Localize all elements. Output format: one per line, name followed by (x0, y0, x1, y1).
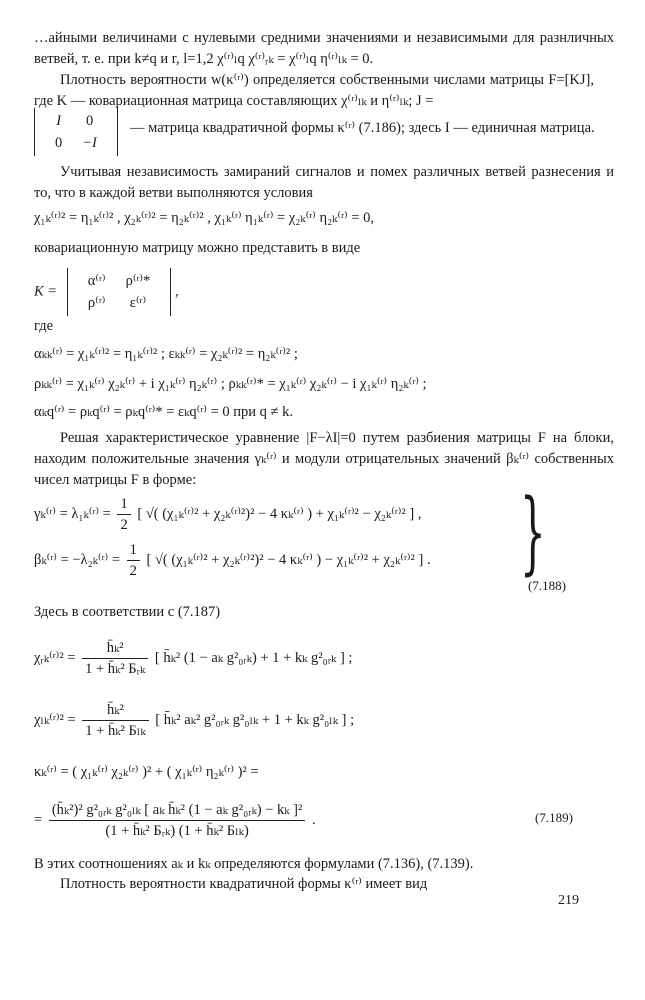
equation-chi-rk-lhs: χᵣₖ⁽ʳ⁾² = (34, 649, 76, 666)
equation-gamma (34, 494, 421, 535)
matrix-K-cell: ε⁽ʳ⁾ (129, 295, 147, 311)
paragraph-formulas: В этих соотношениях aₖ и kₖ определяются формулами (7.136), (7.139). (34, 856, 474, 872)
paragraph-intro: …айными величинами с нулевыми средними значениями и независимыми для разнличных ветвей, т. е. при k≠q и r, l=1,2 χ⁽ʳ⁾ₗq χ⁽ʳ⁾ᵣₖ = χ⁽ʳ⁾ₗq η⁽ʳ⁾ₗₖ = 0. (34, 30, 614, 67)
fraction-num: 1 (117, 494, 130, 515)
equation-chi-lk-rhs: [ h̄ₖ² aₖ² g²₀ᵣₖ g²₀ₗₖ + 1 + kₖ g²₀ₗₖ ] ; (155, 711, 355, 728)
fraction-num: 1 (127, 540, 140, 561)
paragraph-where: где (34, 318, 54, 334)
equation-beta (34, 540, 431, 581)
fraction-den: 2 (129, 563, 137, 579)
matrix-J-cell: I (56, 113, 62, 129)
fraction-den: 1 + h̄ₖ² Бₗₖ (85, 723, 146, 739)
equation-number-188: (7.188) (528, 578, 566, 593)
equation-chi-rk-rhs: [ h̄ₖ² (1 − aₖ g²₀ᵣₖ) + 1 + kₖ g²₀ᵣₖ ] ; (154, 649, 353, 666)
page-number: 219 (558, 893, 579, 908)
equation-kappa-end: . (311, 811, 316, 828)
matrix-J-cell: 0 (85, 113, 94, 129)
fraction-den: 1 + h̄ₖ² Бᵣₖ (85, 661, 146, 677)
paragraph-conditions: Учитывая независимость замираний сигналов и помех различных ветвей разнесения и то, что в каждой ветви выполняются условия (34, 164, 614, 201)
equation-number-189: (7.189) (535, 810, 573, 825)
equation-chi-lk (34, 700, 354, 741)
equation-chi-lk-lhs: χₗₖ⁽ʳ⁾² = (34, 711, 76, 728)
equation-kappa-line1: κₖ⁽ʳ⁾ = ( χ₁ₖ⁽ʳ⁾ χ₂ₖ⁽ʳ⁾ )² + ( χ₁ₖ⁽ʳ⁾ η₂ₖ⁽ʳ⁾ )² = (34, 764, 259, 780)
equation-K-lhs: K = (34, 283, 58, 300)
fraction-num: h̄ₖ² (82, 700, 148, 721)
matrix-K-cell: ρ⁽ʳ⁾ (87, 295, 106, 311)
equation-chi-rk (34, 638, 352, 679)
equation-kappa-line2 (34, 800, 316, 841)
fraction-den: (1 + h̄ₖ² Бᵣₖ) (1 + h̄ₖ² Бₗₖ) (105, 823, 249, 839)
equation-rho: ρₖₖ⁽ʳ⁾ = χ₁ₖ⁽ʳ⁾ χ₂ₖ⁽ʳ⁾ + i χ₁ₖ⁽ʳ⁾ η₂ₖ⁽ʳ⁾ ; ρₖₖ⁽ʳ⁾* = χ₁ₖ⁽ʳ⁾ χ₂ₖ⁽ʳ⁾ − i χ₁ₖ⁽ʳ⁾ η₂ₖ⁽ʳ⁾ ; (34, 376, 427, 392)
equation-beta-rhs: [ √( (χ₁ₖ⁽ʳ⁾² + χ₂ₖ⁽ʳ⁾²)² − 4 κₖ⁽ʳ⁾ ) − χ₁ₖ⁽ʳ⁾² + χ₂ₖ⁽ʳ⁾² ] . (146, 551, 431, 568)
equation-K: K = α⁽ʳ⁾ ρ⁽ʳ⁾* ρ⁽ʳ⁾ ε⁽ʳ⁾ , (34, 268, 179, 316)
equation-alpha-eps: αₖₖ⁽ʳ⁾ = χ₁ₖ⁽ʳ⁾² = η₁ₖ⁽ʳ⁾² ; εₖₖ⁽ʳ⁾ = χ₂ₖ⁽ʳ⁾² = η₂ₖ⁽ʳ⁾² ; (34, 346, 298, 362)
fraction-num: h̄ₖ² (82, 638, 148, 659)
matrix-J-cell: 0 (55, 135, 63, 151)
matrix-J-cell: −I (82, 135, 97, 151)
paragraph-density-text: Плотность вероятности w(κ⁽ʳ⁾) определяется собственными числами матрицы F=[KJ], где K — ковариационная матрица составляющих χ⁽ʳ⁾ₗₖ и η⁽ʳ⁾ₗₖ; J = (34, 72, 594, 109)
equation-kappa-eq: = (34, 811, 43, 828)
fraction-num: (h̄ₖ²)² g²₀ᵣₖ g²₀ₗₖ [ aₖ h̄ₖ² (1 − aₖ g²₀ᵣₖ) − kₖ ]² (49, 800, 306, 821)
paragraph-covariance: ковариационную матрицу можно представить в виде (34, 240, 361, 256)
equation-conditions: χ₁ₖ⁽ʳ⁾² = η₁ₖ⁽ʳ⁾² , χ₂ₖ⁽ʳ⁾² = η₂ₖ⁽ʳ⁾² , χ₁ₖ⁽ʳ⁾ η₁ₖ⁽ʳ⁾ = χ₂ₖ⁽ʳ⁾ η₂ₖ⁽ʳ⁾ = 0, (34, 210, 374, 226)
matrix-K-cell: α⁽ʳ⁾ (87, 273, 106, 289)
matrix-K-cell: ρ⁽ʳ⁾* (125, 273, 151, 289)
equation-akq: αₖq⁽ʳ⁾ = ρₖq⁽ʳ⁾ = ρₖq⁽ʳ⁾* = εₖq⁽ʳ⁾ = 0 при q ≠ k. (34, 404, 293, 420)
equation-beta-lhs: βₖ⁽ʳ⁾ = −λ₂ₖ⁽ʳ⁾ = (34, 551, 120, 568)
paragraph-density (34, 70, 594, 112)
paragraph-density-end: — матрица квадратичной формы κ⁽ʳ⁾ (7.186); здесь I — единичная матрица. (130, 120, 595, 136)
right-brace: } (520, 480, 546, 585)
equation-gamma-rhs: [ √( (χ₁ₖ⁽ʳ⁾² + χ₂ₖ⁽ʳ⁾²)² − 4 κₖ⁽ʳ⁾ ) + χ₁ₖ⁽ʳ⁾² − χ₂ₖ⁽ʳ⁾² ] , (137, 505, 422, 522)
equation-gamma-lhs: γₖ⁽ʳ⁾ = λ₁ₖ⁽ʳ⁾ = (34, 505, 111, 522)
fraction-den: 2 (120, 517, 128, 533)
paragraph-quadratic: Плотность вероятности квадратичной формы κ⁽ʳ⁾ имеет вид (60, 876, 428, 892)
paragraph-accordance: Здесь в соответствии с (7.187) (34, 604, 221, 620)
paragraph-characteristic: Решая характеристическое уравнение |F−λI|=0 путем разбиения матрицы F на блоки, находим положительные значения γₖ⁽ʳ⁾ и модули отрицательных значений βₖ⁽ʳ⁾ собственных чисел матрицы F в форме: (34, 430, 614, 488)
matrix-J (34, 108, 118, 156)
